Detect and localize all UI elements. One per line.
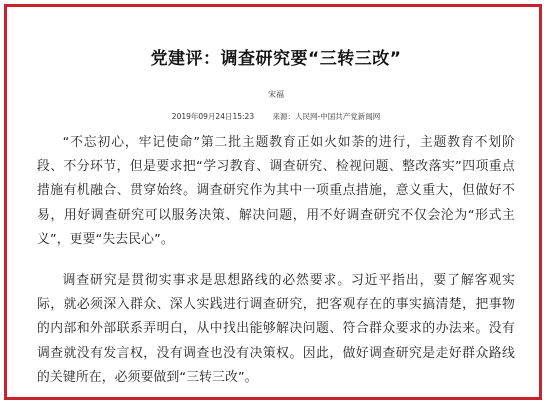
article-frame xyxy=(4,4,542,400)
article-source: 来源：人民网-中国共产党新闻网 xyxy=(272,112,381,121)
article-paragraph: 调查研究是贯彻实事求是思想路线的必然要求。习近平指出，要了解客观实际，就必须深入群众、深人实践进行调查研究，把客观存在的事实搞清楚，把事物的内部和外部联系弄明白，从中找出能够解决问题、符合群众要求的办法来。没有调查就没有发言权，没有调查也没有决策权。因此，做好调查研究是走好群众路线的关键所在，必须要做到“三转三改”。 xyxy=(37,273,515,385)
article-meta xyxy=(37,111,515,123)
article-paragraph: “不忘初心，牢记使命”第二批主题教育正如火如荼的进行，主题教育不划阶段、不分环节，但是要求把“学习教育、调查研究、检视问题、整改落实”四项重点措施有机融合、贯穿始终。调查研究作为其中一项重点措施，意义重大，但做好不易，用好调查研究可以服务决策、解决问题，用不好调查研究不仅会沦为“形式主义”，更要“失去民心”。 xyxy=(37,135,515,247)
publish-date: 2019年09月24日15:23 xyxy=(171,112,255,121)
article-author: 宋福 xyxy=(268,90,284,99)
article-title: 党建评：调查研究要“三转三改” xyxy=(150,49,402,69)
